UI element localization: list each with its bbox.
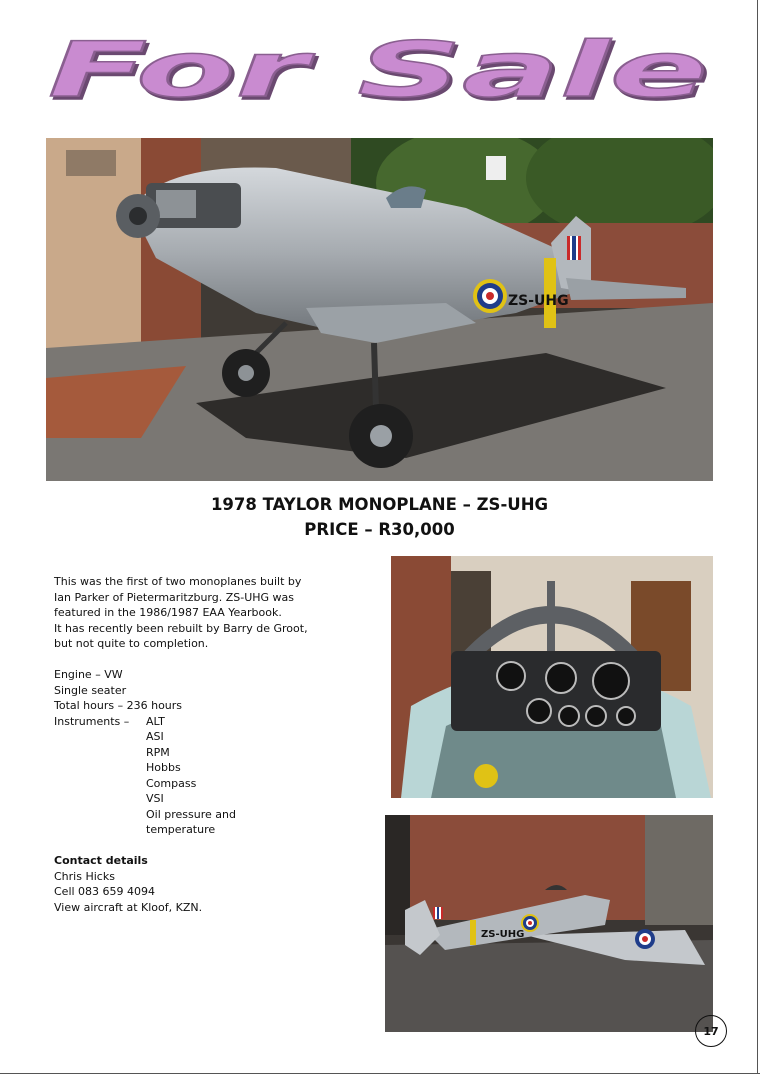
headline-model: 1978 TAYLOR MONOPLANE – ZS-UHG [210,495,549,514]
description-line: It has recently been rebuilt by Barry de Groot, [54,621,308,635]
instrument-item: Compass [146,776,197,790]
contact-heading: Contact details [54,854,148,867]
main-photo-registration: ZS-UHG [508,293,569,309]
spec-seating: Single seater [54,683,127,697]
description-line: featured in the 1986/1987 EAA Yearbook. [54,606,282,619]
instrument-item: Oil pressure and [146,807,236,821]
instrument-item: temperature [146,823,216,836]
description-line: but not quite to completion. [54,637,209,650]
page-edge-line [757,0,758,1073]
description-line: This was the first of two monoplanes built by [54,575,302,588]
description-block [54,574,354,915]
description-line: Ian Parker of Pietermaritzburg. ZS-UHG was [54,590,295,604]
instrument-item: ASI [146,730,164,743]
instruments-section [54,714,354,838]
instruments-list [146,714,236,838]
page-bottom-line [0,1073,760,1074]
rear-photo-registration: ZS-UHG [481,929,525,940]
spec-engine: Engine – VW [54,668,123,681]
title-text: For Sale [48,28,708,108]
rear-aircraft-photo [385,815,713,1032]
cockpit-photo [391,556,713,798]
spec-hours: Total hours – 236 hours [54,699,183,712]
page-number: 17 [695,1015,727,1047]
instrument-item: VSI [146,792,164,805]
instrument-item: Hobbs [146,761,181,774]
contact-name: Chris Hicks [54,869,115,883]
contact-location: View aircraft at Kloof, KZN. [54,900,203,914]
instrument-item: RPM [146,745,170,759]
main-aircraft-photo [46,138,713,481]
contact-phone: Cell 083 659 4094 [54,885,156,898]
for-sale-title [38,28,718,108]
instruments-label: Instruments – [54,714,130,728]
instrument-item: ALT [146,714,165,728]
headline-price: PRICE – R30,000 [304,520,455,539]
